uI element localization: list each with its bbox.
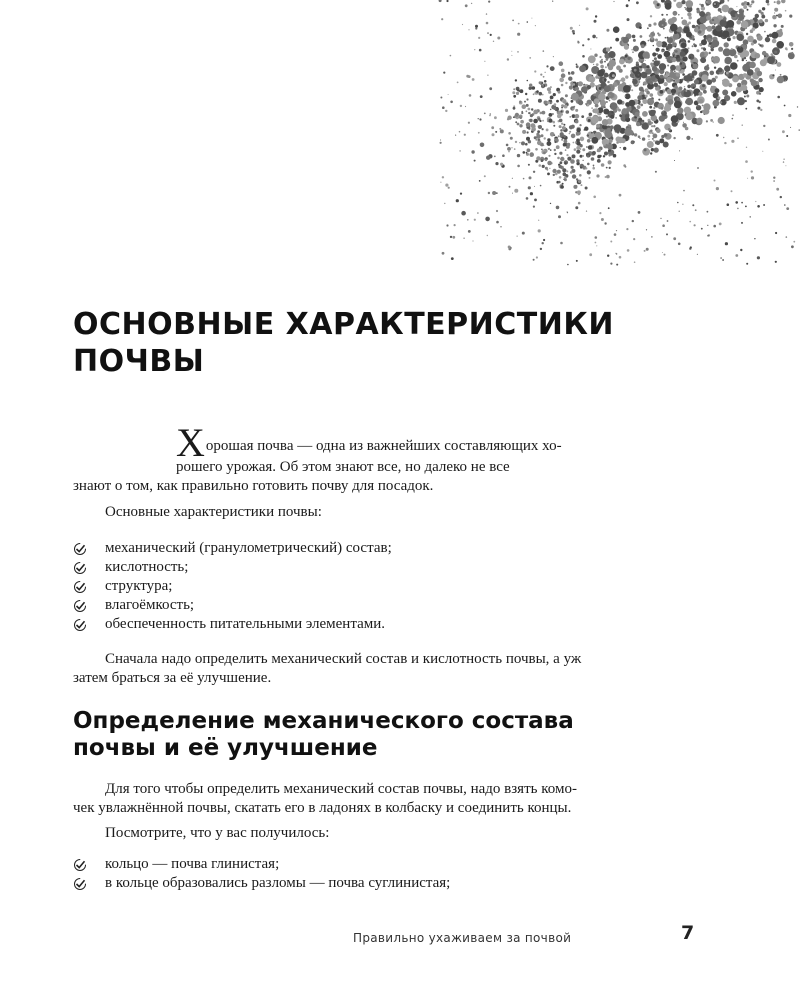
results-list	[73, 855, 693, 893]
section-subtitle: Определение механического состава почвы и её улучшение	[73, 708, 574, 761]
check-circle-icon	[73, 580, 87, 594]
check-circle-icon	[73, 542, 87, 556]
method-paragraph: Для того чтобы определить механический состав почвы, надо взять комо- чек увлажнённой почвы, скатать его в ладонях в колбаску и соединить концы.	[73, 781, 577, 816]
list-item: структура;	[73, 577, 693, 596]
look-prompt: Посмотрите, что у вас получилось:	[105, 825, 330, 841]
characteristics-list	[73, 539, 693, 634]
list-item: влагоёмкость;	[73, 596, 693, 615]
check-circle-icon	[73, 858, 87, 872]
soil-splash-illustration	[430, 0, 800, 270]
page-title: ОСНОВНЫЕ ХАРАКТЕРИСТИКИ ПОЧВЫ	[73, 307, 614, 379]
lead-line-1: орошая почва — одна из важнейших составляющих хо-	[205, 438, 562, 454]
lead-line-2: рошего урожая. Об этом знают все, но далеко не все	[176, 459, 510, 475]
after-list-paragraph: Сначала надо определить механический состав и кислотность почвы, а уж затем браться за её улучшение.	[73, 651, 582, 686]
list-item: кольцо — почва глинистая;	[73, 855, 693, 874]
list-item: кислотность;	[73, 558, 693, 577]
list-item: в кольце образовались разломы — почва суглинистая;	[73, 874, 693, 893]
check-circle-icon	[73, 877, 87, 891]
list-item: механический (гранулометрический) состав;	[73, 539, 693, 558]
list-item: обеспеченность питательными элементами.	[73, 615, 693, 634]
check-circle-icon	[73, 618, 87, 632]
page-number: 7	[681, 922, 695, 944]
check-circle-icon	[73, 599, 87, 613]
lead-paragraph	[73, 420, 689, 496]
check-circle-icon	[73, 561, 87, 575]
drop-cap: Х	[176, 420, 205, 465]
lead-line-3: знают о том, как правильно готовить почву для посадок.	[73, 478, 434, 494]
list-intro: Основные характеристики почвы:	[105, 504, 322, 520]
running-title: Правильно ухаживаем за почвой	[353, 931, 572, 945]
